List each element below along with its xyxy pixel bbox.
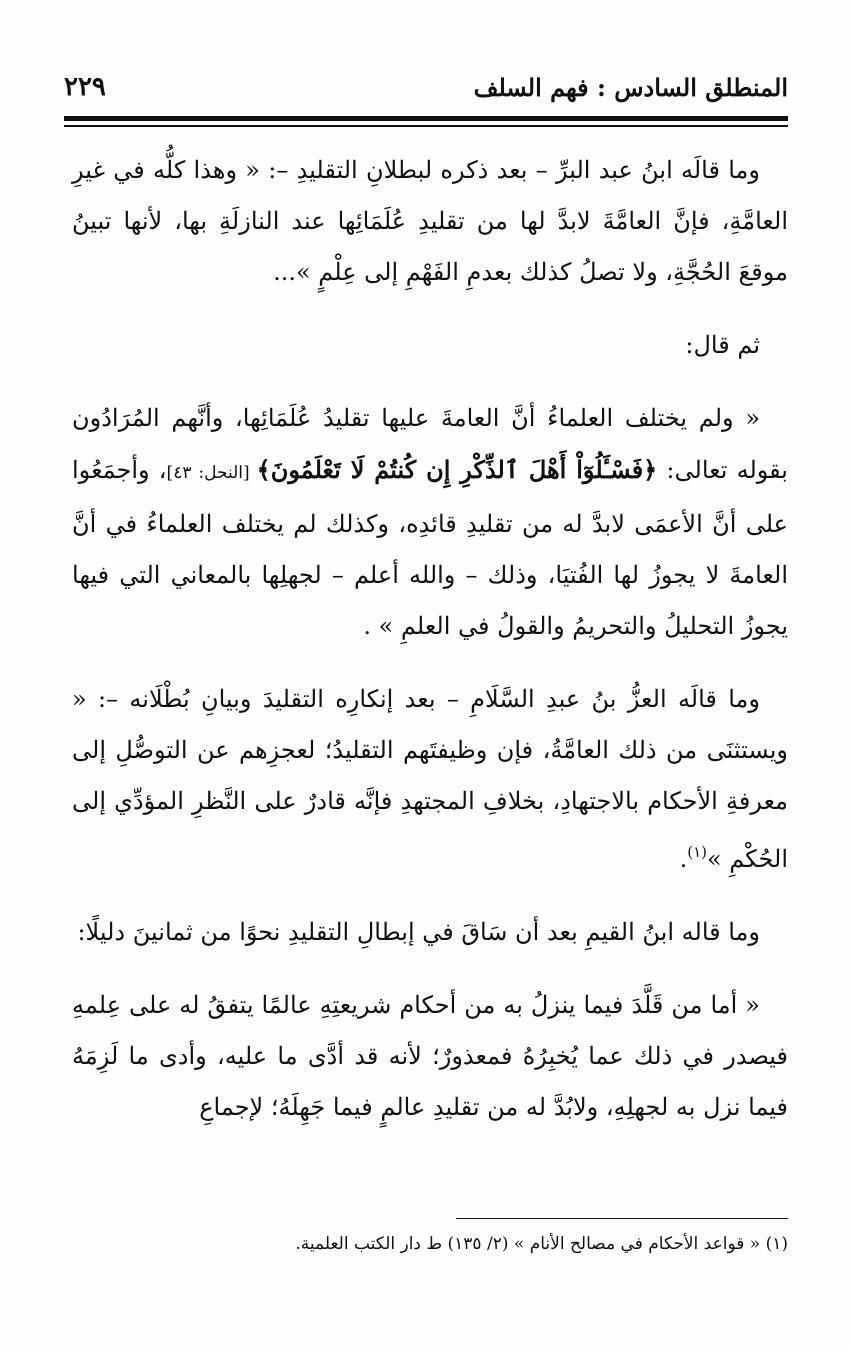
paragraph-ibn-al-qayyim-quote: « أما من قَلَّدَ فيما ينزلُ به من أحكام شريعتِهِ عالمًا يتفقُ له على عِلمهِ فيصدر في ذلك عما يُخبِرُهُ فمعذورٌ؛ لأنه قد أدَّى ما عليه، وأدى ما لَزِمَهُ فيما نزل به لجهلِهِ، ولابُدَّ له من تقليدِ عالمٍ فيما جَهِلَهُ؛ لإجماعِ [72,991,788,1121]
page-number: ٢٢٩ [64,72,106,102]
footnote: (١) « قواعد الأحكام في مصالح الأنام » (٢/ ١٣٥) ط دار الكتب العلمية. [295,1234,788,1254]
header-rule-thick [64,116,788,121]
page-header [64,62,788,102]
paragraph-scholars-agreement [72,393,788,652]
paragraph-ibn-abd-al-barr: وما قالَه ابنُ عبد البرِّ – بعد ذكره لبطلانِ التقليدِ –: « وهذا كلُّه في غيرِ العامَّةِ، فإنَّ العامَّةَ لابدَّ لها من تقليدِ عُلَمَائِها عند النازلَةِ بها، لأنها تبينُ موقعَ الحُجَّةِ، ولا تصلُ كذلك بعدمِ الفَهْمِ إلى عِلْمٍ »... [72,156,788,286]
footnote-separator [456,1218,788,1219]
running-title: المنطلق السادس : فهم السلف [473,73,788,102]
paragraph-ibn-al-qayyim: وما قاله ابنُ القيمِ بعد أن سَاقَ في إبطالِ التقليدِ نحوًا من ثمانينَ دليلًا: [77,918,760,946]
body-text [72,145,788,1147]
verse-citation: [النحل: ٤٣] [166,463,257,483]
quran-verse: ﴿فَسْـَٔلُوٓاْ أَهْلَ ٱلذِّكْرِ إِن كُنتُمْ لَا تَعْلَمُونَ﴾ [256,455,658,484]
quote-part-a: « ولم يختلف العلماءُ أنَّ العامةَ عليها تقليدُ عُلَمَائِها، وأنَّهم المُرَادُون بقوله تعالى: [72,404,788,484]
paragraph-izz-ibn-abd-al-salam [72,674,788,885]
quote-izz: وما قالَه العزُّ بنُ عبدِ السَّلَامِ – بعد إنكارِه التقليدَ وبيانِ بُطْلَانه –: « ويستثنَى من ذلك العامَّةُ، فإن وظيفتَهم التقليدُ؛ لعجزِهم عن التوصُّلِ إلى معرفةِ الأحكام بالاجتهادِ، بخلافِ المجتهدِ فإنَّه قادرٌ على النَّظرِ المؤدِّي إلى الحُكْمِ » [72,685,788,873]
quote-part-b: ، وأجمَعُوا على أنَّ الأعمَى لابدَّ له من تقليدِ قائدِه، وكذلك لم يختلف العلماءُ في أنَّ العامةَ لا يجوزُ لها الفُتيَا، وذلك – والله أعلم – لجهلِها بالمعاني التي فيها يجوزُ التحليلُ والتحريمُ والقولُ في العلمِ » . [72,456,788,640]
footnote-reference[interactable]: (١) [687,843,707,861]
quote-izz-end: . [679,845,688,873]
header-rule-thin [64,125,788,127]
paragraph-then-said: ثم قال: [685,331,760,359]
